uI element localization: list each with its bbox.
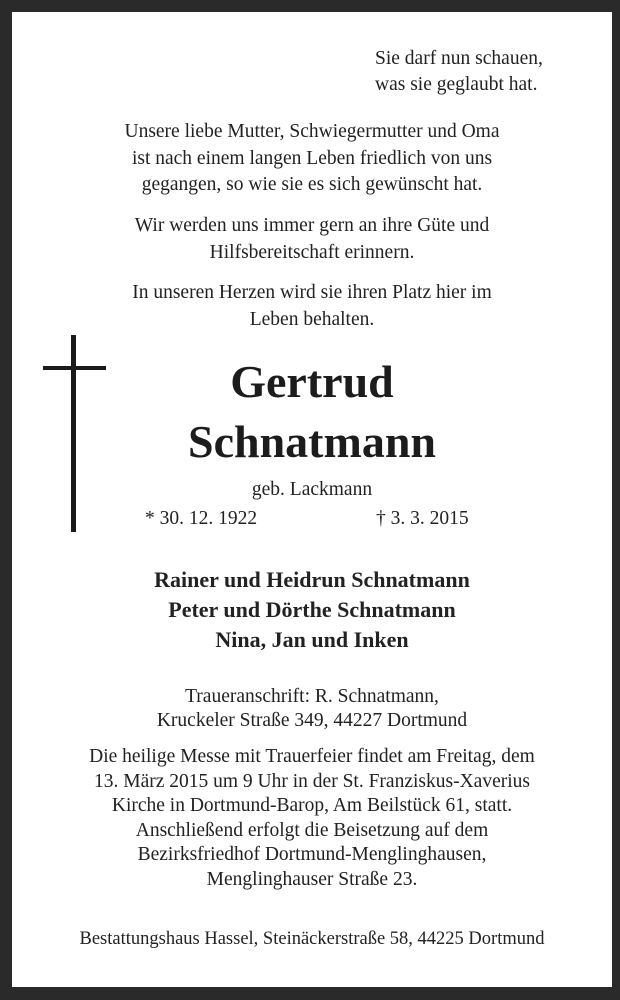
text-line: Leben behalten. bbox=[249, 308, 375, 330]
text-line: Hilfsbereitschaft erinnern. bbox=[209, 241, 415, 263]
undertaker-text: Bestattungshaus Hassel, Steinäckerstraße 58, 44225 Dortmund bbox=[79, 929, 545, 949]
deceased-name bbox=[12, 352, 612, 472]
text-line: Unsere liebe Mutter, Schwiegermutter und Oma bbox=[124, 121, 500, 142]
text-line: 13. März 2015 um 9 Uhr in der St. Franziskus-Xaverius bbox=[94, 770, 530, 792]
text-line: Wir werden uns immer gern an ihre Güte und bbox=[134, 215, 490, 236]
intro-paragraph-3 bbox=[12, 280, 612, 333]
maiden-name bbox=[12, 477, 612, 504]
intro-paragraph-2 bbox=[12, 213, 612, 266]
family-line: Nina, Jan und Inken bbox=[215, 627, 409, 652]
epigraph bbox=[375, 46, 543, 98]
text-line: In unseren Herzen wird sie ihren Platz hier im bbox=[132, 282, 492, 303]
intro-paragraph-1 bbox=[12, 119, 612, 199]
text-line: Kirche in Dortmund-Barop, Am Beilstück 61, statt. bbox=[111, 795, 513, 816]
maiden-name-text: geb. Lackmann bbox=[251, 479, 373, 500]
epigraph-line: Sie darf nun schauen, bbox=[375, 48, 543, 69]
death-date: † 3. 3. 2015 bbox=[376, 508, 469, 529]
last-name: Schnatmann bbox=[188, 416, 436, 467]
family-line: Peter und Dörthe Schnatmann bbox=[168, 597, 456, 622]
family-names bbox=[12, 565, 612, 655]
text-line: ist nach einem langen Leben friedlich von uns bbox=[131, 147, 493, 169]
text-line: Bezirksfriedhof Dortmund-Menglinghausen, bbox=[137, 844, 487, 865]
text-line: gegangen, so wie sie es sich gewünscht hat. bbox=[141, 174, 483, 195]
epigraph-line: was sie geglaubt hat. bbox=[375, 74, 538, 95]
text-line: Kruckeler Straße 349, 44227 Dortmund bbox=[156, 710, 468, 731]
text-line: Menglinghauser Straße 23. bbox=[206, 868, 418, 890]
birth-date: * 30. 12. 1922 bbox=[145, 508, 258, 529]
service-details bbox=[12, 745, 612, 892]
mourning-address bbox=[12, 685, 612, 733]
text-line: Traueranschrift: R. Schnatmann, bbox=[185, 686, 439, 707]
family-line: Rainer und Heidrun Schnatmann bbox=[154, 567, 470, 592]
text-line: Anschließend erfolgt die Beisetzung auf dem bbox=[135, 819, 489, 841]
text-line: Die heilige Messe mit Trauerfeier findet am Freitag, dem bbox=[89, 746, 535, 767]
first-name: Gertrud bbox=[230, 356, 394, 407]
undertaker bbox=[12, 926, 612, 953]
obituary-notice bbox=[12, 12, 612, 987]
